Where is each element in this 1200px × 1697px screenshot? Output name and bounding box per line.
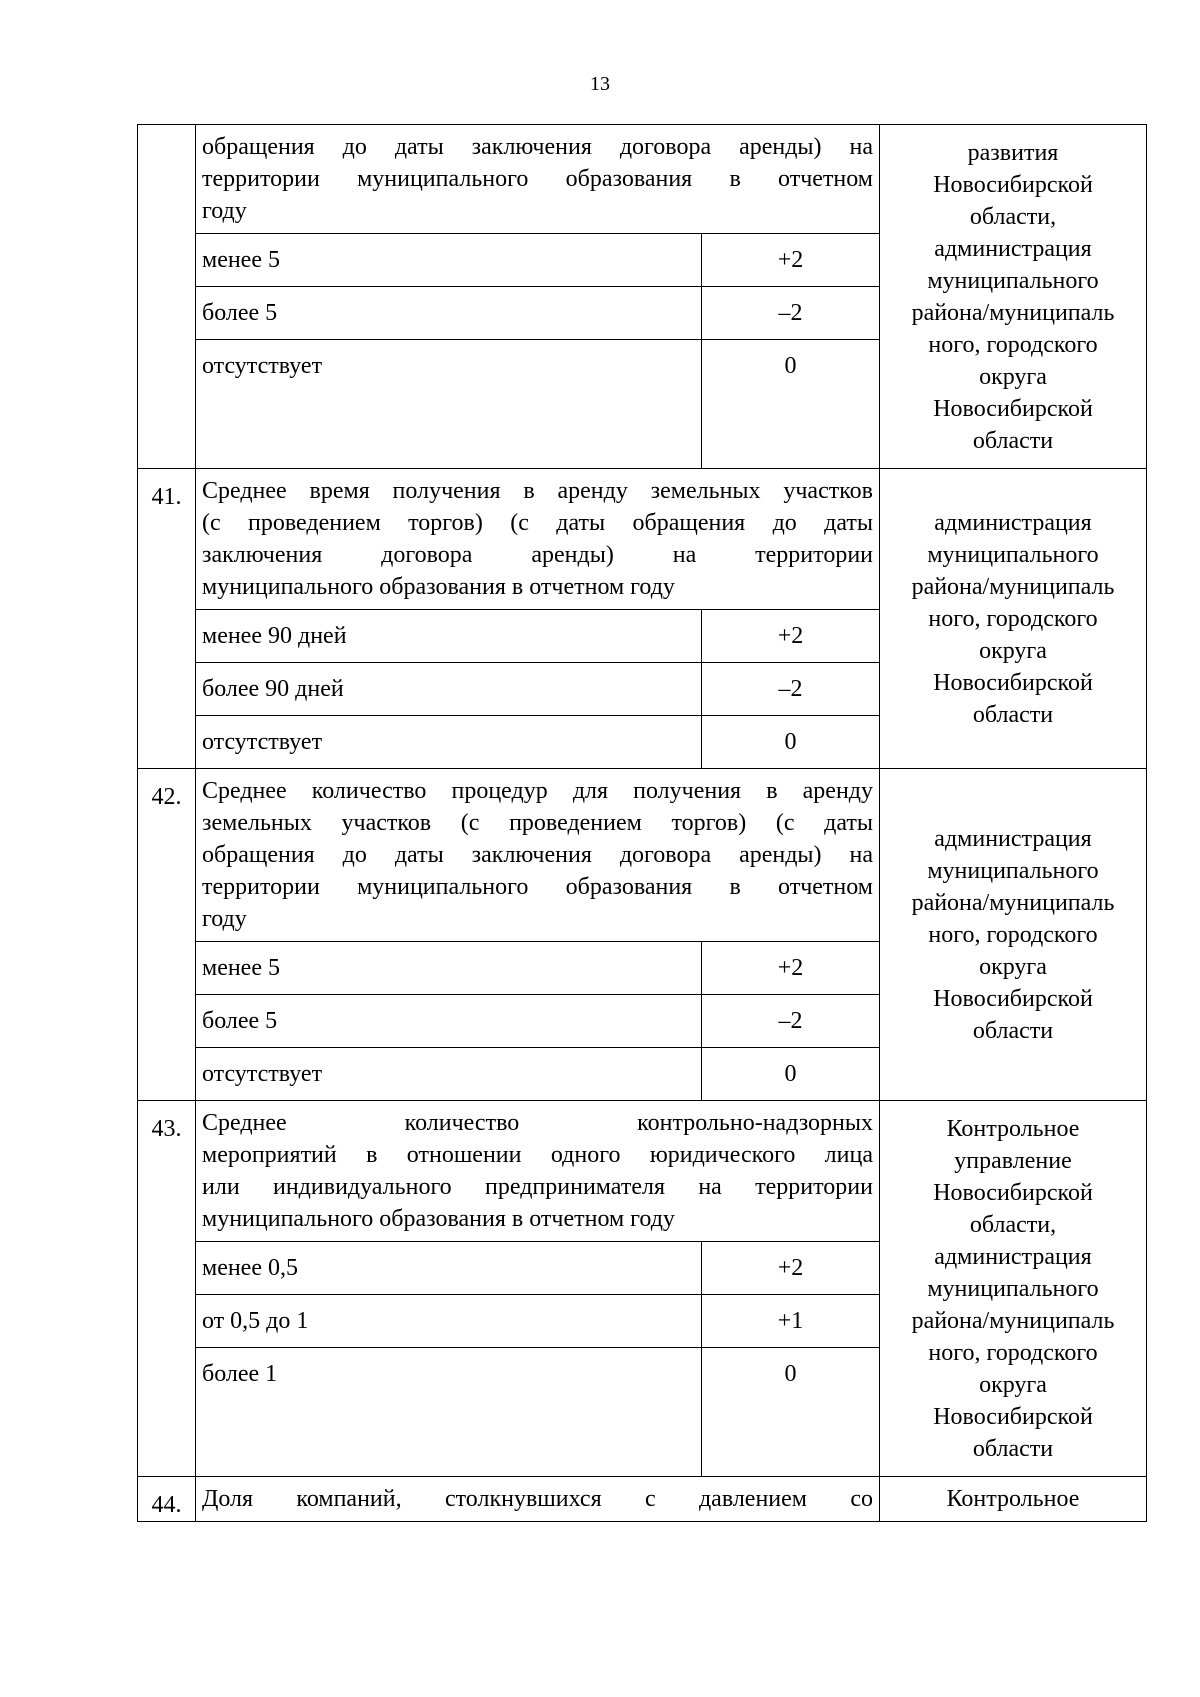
responsible-line: муниципального [927,857,1099,884]
criterion-row [138,469,1147,769]
responsible-line: администрация [934,1243,1092,1270]
responsible-line: области [972,1017,1054,1044]
criterion-title-line: муниципального образования в отчетном году [202,1206,675,1232]
responsible-line: района/муниципаль [911,1307,1115,1334]
criterion-title-line: Среднее количество процедур для получения в аренду [202,778,873,804]
criterion-title-line: году [202,906,247,932]
option-row [196,995,879,1048]
criterion-title-line: земельных участков (с проведением торгов) (с даты [202,810,873,836]
responsible-line: ного, городского [928,1339,1098,1366]
option-score: –2 [702,287,880,340]
option-label: менее 0,5 [196,1242,702,1295]
responsible-line: района/муниципаль [911,889,1115,916]
option-label: более 90 дней [196,663,702,716]
responsible-line: администрация [934,509,1092,536]
criterion-body [196,769,880,1101]
criterion-title-line: обращения до даты заключения договора аренды) на [202,134,873,160]
option-score: –2 [702,995,880,1048]
criterion-row [138,1101,1147,1477]
responsible-line: округа [979,1371,1047,1398]
option-label: отсутствует [196,1048,702,1101]
criteria-table [137,124,1147,1522]
responsible-line: Новосибирской [933,1403,1093,1430]
option-score: +2 [702,1242,880,1295]
responsible-line: администрация [934,825,1092,852]
responsible-line: округа [979,953,1047,980]
responsible-line: района/муниципаль [911,299,1115,326]
option-row [196,716,879,769]
criterion-title-line: муниципального образования в отчетном году [202,574,675,600]
option-score: 0 [702,716,880,769]
responsible-line: области, [969,1211,1057,1238]
responsible-line: района/муниципаль [911,573,1115,600]
responsible-line: округа [979,363,1047,390]
responsible-body [880,125,1147,469]
option-row [196,287,879,340]
responsible-body [880,769,1147,1101]
responsible-line: развития [967,139,1059,166]
criterion-title [196,125,879,233]
responsible-line: области [972,427,1054,454]
criterion-row [138,125,1147,469]
responsible-line: муниципального [927,267,1099,294]
criterion-title-line: (с проведением торгов) (с даты обращения до даты [202,510,873,536]
responsible-body [880,1101,1147,1477]
criterion-title [196,469,879,609]
criterion-title [196,1101,879,1241]
option-score: +1 [702,1295,880,1348]
option-row [196,340,879,469]
criterion-row [138,769,1147,1101]
option-label: отсутствует [196,716,702,769]
option-row [196,1242,879,1295]
responsible-line: области [972,1435,1054,1462]
options-table [196,1241,879,1476]
option-label: менее 5 [196,942,702,995]
responsible-line: ного, городского [928,605,1098,632]
responsible-line: округа [979,637,1047,664]
criterion-number: 41. [138,469,196,769]
option-row [196,610,879,663]
option-score: +2 [702,942,880,995]
responsible-line: муниципального [927,1275,1099,1302]
responsible-line: Контрольное [946,1115,1080,1142]
criterion-number: 42. [138,769,196,1101]
criterion-title-line: заключения договора аренды) на территории [202,542,873,568]
page-number: 13 [590,73,610,95]
criterion-title [196,1477,879,1521]
criterion-body [196,469,880,769]
criterion-row [138,1477,1147,1522]
option-score: –2 [702,663,880,716]
option-score: 0 [702,1048,880,1101]
option-row [196,942,879,995]
option-row [196,234,879,287]
criterion-title-line: или индивидуального предпринимателя на территории [202,1174,873,1200]
options-table [196,609,879,768]
criterion-title-line: мероприятий в отношении одного юридического лица [202,1142,873,1168]
responsible-body [880,469,1147,769]
responsible-line: ного, городского [928,921,1098,948]
option-row [196,663,879,716]
option-label: менее 5 [196,234,702,287]
options-table [196,233,879,468]
responsible-line: Контрольное [946,1486,1080,1512]
option-score: +2 [702,610,880,663]
criterion-title-line: территории муниципального образования в отчетном [202,166,873,192]
responsible-line: Новосибирской [933,985,1093,1012]
responsible-line: ного, городского [928,331,1098,358]
option-label: более 1 [196,1348,702,1477]
option-label: более 5 [196,995,702,1048]
responsible-line: Новосибирской [933,1179,1093,1206]
criterion-title-line: Среднее время получения в аренду земельных участков [202,478,873,504]
criterion-body [196,125,880,469]
option-label: отсутствует [196,340,702,469]
option-row [196,1048,879,1101]
options-table [196,941,879,1100]
criterion-number: 44. [138,1477,196,1522]
responsible-line: Новосибирской [933,395,1093,422]
responsible-line: Новосибирской [933,669,1093,696]
option-score: 0 [702,340,880,469]
option-row [196,1348,879,1477]
responsible-line: управление [954,1147,1072,1174]
criterion-title-line: году [202,198,247,224]
responsible-line: области, [969,203,1057,230]
option-label: более 5 [196,287,702,340]
responsible-line: муниципального [927,541,1099,568]
criterion-title-line: территории муниципального образования в отчетном [202,874,873,900]
criterion-title-line: Доля компаний, столкнувшихся с давлением со [202,1486,873,1512]
option-label: от 0,5 до 1 [196,1295,702,1348]
responsible-line: области [972,701,1054,728]
criterion-title [196,769,879,941]
responsible-line: Новосибирской [933,171,1093,198]
option-score: +2 [702,234,880,287]
option-label: менее 90 дней [196,610,702,663]
responsible-body [880,1477,1147,1522]
criterion-body [196,1477,880,1522]
option-score: 0 [702,1348,880,1477]
criterion-number: 43. [138,1101,196,1477]
responsible-line: администрация [934,235,1092,262]
option-row [196,1295,879,1348]
criterion-title-line: обращения до даты заключения договора аренды) на [202,842,873,868]
criterion-title-line: Среднее количество контрольно-надзорных [202,1110,873,1136]
criterion-number [138,125,196,469]
criterion-body [196,1101,880,1477]
